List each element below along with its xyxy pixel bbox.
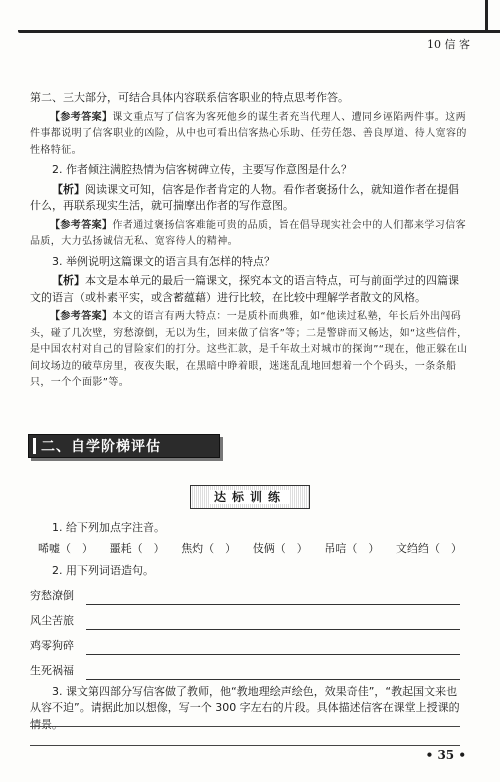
vocab-row — [30, 659, 468, 680]
pinyin-item[interactable]: 文绉绉（ ） — [395, 541, 462, 555]
answer-section — [30, 90, 468, 395]
exercise-1: 1. 给下列加点字注音。 — [52, 521, 165, 534]
running-header-chapter: 10 信 客 — [427, 38, 470, 51]
pinyin-item[interactable]: 唏嘘（ ） — [38, 541, 93, 555]
section-heading: 二、自学阶梯评估 — [28, 434, 220, 458]
pinyin-item[interactable]: 噩耗（ ） — [109, 541, 165, 555]
vocab-row — [30, 634, 468, 655]
answer-line[interactable] — [86, 615, 460, 630]
writing-line[interactable] — [30, 708, 460, 727]
drill-title-box — [190, 485, 310, 509]
vocab-word: 穷愁潦倒 — [30, 589, 74, 602]
answer-line[interactable] — [86, 590, 460, 605]
answer-label: 【参考答案】 — [50, 311, 113, 322]
page — [18, 0, 500, 782]
answer-line[interactable] — [86, 665, 460, 680]
answer-label: 【参考答案】 — [50, 219, 113, 231]
question-2: 2. 作者倾注满腔热情为信客树碑立传，主要写作意图是什么？ — [52, 163, 352, 176]
header-rule — [18, 30, 500, 33]
exercise-section — [30, 520, 468, 736]
vocab-word: 生死祸福 — [30, 664, 74, 677]
answer-paragraph-3 — [30, 309, 468, 392]
vocab-word: 鸡零狗碎 — [30, 639, 74, 652]
exercise-2: 2. 用下列词语造句。 — [52, 564, 154, 577]
answer-text: 本文的语言有两大特点：一是质朴而典雅，如“他读过私塾，年长后外出闯码头，碰了几次壁，穷愁潦倒，无以为生，回来做了信客”等；二是警辟而又畅达，如“这些信件，是中国农村对自己的冒险家们的打分。这些汇款，是千年故土对城市的探询”“现在，他正躲在山间坟场边的破草房里，夜夜失眠，在黑暗中睁着眼，迷迷乱乱地回想着一个个码头，一条条船只，一个个面影”等。 — [30, 311, 468, 388]
drill-title: 达标训练 — [210, 490, 290, 504]
writing-line[interactable] — [30, 727, 460, 746]
pinyin-items — [38, 541, 468, 558]
hint-paragraph: 第二、三大部分，可结合具体内容联系信客职业的特点思考作答。 — [30, 91, 349, 104]
analysis-text: 阅读课文可知，信客是作者肯定的人物。看作者褒扬什么，就知道作者在提倡什么，再联系现实生活，就可揣摩出作者的写作意图。 — [30, 182, 459, 212]
answer-label: 【参考答案】 — [50, 111, 113, 123]
question-3: 3. 举例说明这篇课文的语言具有怎样的特点？ — [52, 254, 275, 268]
pinyin-item[interactable]: 伎俩（ ） — [252, 541, 308, 555]
pinyin-item[interactable]: 焦灼（ ） — [181, 541, 237, 555]
exercise-3: 3. 课文第四部分写信客做了教师，他“教地理绘声绘色，效果奇佳”，“教起国文来也从容不迫”。请据此加以想像，写一个 300 字左右的片段。具体描述信客在课堂上授课的情景。 — [30, 684, 460, 731]
vocab-row — [30, 609, 468, 630]
answer-text: 作者通过褒扬信客难能可贵的品质，旨在倡导现实社会中的人们都来学习信客品质，大力弘扬诚信无私、宽容待人的精神。 — [30, 219, 467, 247]
pinyin-item[interactable]: 吊唁（ ） — [324, 541, 380, 555]
analysis-2 — [30, 182, 468, 215]
vocab-row — [30, 584, 468, 605]
writing-lines — [30, 708, 460, 746]
answer-line[interactable] — [86, 640, 460, 655]
vocab-word: 风尘苦旅 — [30, 614, 74, 627]
analysis-label: 【析】 — [52, 182, 85, 196]
answer-paragraph-1 — [30, 110, 468, 160]
analysis-3 — [30, 273, 468, 306]
analysis-text: 本文是本单元的最后一篇课文，探究本文的语言特点，可与前面学过的四篇课文的语言（或朴素平实，或含蓄蕴藉）进行比较，在比较中理解学者散文的风格。 — [30, 274, 459, 304]
answer-text: 课文重点写了信客为客死他乡的谋生者充当代理人、遭同乡诬陷两件事。这两件事都说明了信客职业的凶险，从中也可看出信客热心乐助、任劳任怨、善良厚道、待人宽容的性格特征。 — [30, 111, 467, 156]
page-number: • 35 • — [425, 748, 466, 762]
answer-paragraph-2 — [30, 218, 468, 251]
analysis-label: 【析】 — [52, 274, 85, 287]
